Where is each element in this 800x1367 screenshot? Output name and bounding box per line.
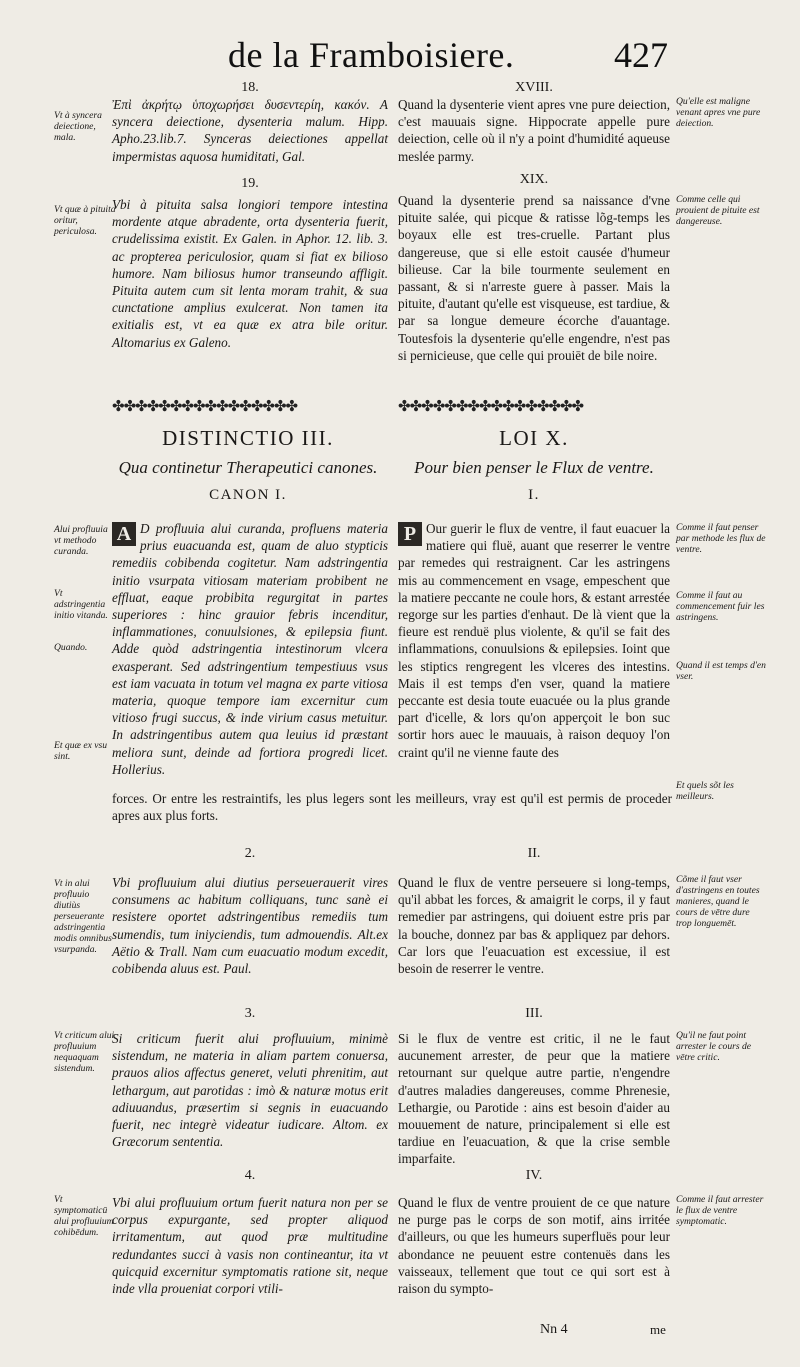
aphorism-3-number: 3. bbox=[244, 1006, 256, 1021]
loi-subheading: Pour bien penser le Flux de ventre. bbox=[414, 458, 654, 477]
signature-mark: Nn 4 bbox=[540, 1322, 568, 1337]
margin-note-loi2: Cõme il faut vser d'astringens en toutes manieres, quand le cours de vētre dure trop longuemēt. bbox=[676, 874, 760, 929]
loi-19-text: Quand la dysenterie prend sa naissance d'vne pituite salée, qui picque & ratisse lõg-temps les boyaux elle est tres-cruelle. Partant plus dangereuse, que si elle estoit causée d'humeur bilieuse. Car la bile tourmente seulement en passant, & si n'arreste guere à passer. Mais la pituite, d'autant qu'elle est visqueuse, est tardiue, & par sa longue demeure écorche d'auantage. Toutesfois la dysenterie qu'elle engendre, n'est pas si pernicieuse, que celle qui prouiēt de bile noire. bbox=[398, 193, 670, 363]
dropcap-a: A bbox=[112, 522, 136, 546]
dropcap-p: P bbox=[398, 522, 422, 546]
loi-1-text bbox=[398, 520, 670, 761]
aphorism-19-text: Vbi à pituita salsa longiori tempore intestina mordente atque abradente, orta dysenteria fuerit, crudelissima existit. Ex Galen. in Aphor. 12. lib. 3. ac propterea periculosior, quam si fiat ex bilioso humore. Nam biliosus humor transeundo affligit. Pituita autem cum sit lenta moram trahit, & sua cunctatione amplius exulcerat. Non tamen ita exitialis est, vt ea quæ ex atra bile oritur. Altomarius ex Galeno. bbox=[112, 197, 388, 350]
margin-note-loi1-d: Et quels sõt les meilleurs. bbox=[676, 780, 734, 802]
margin-note-loi19: Comme celle qui prouient de pituite est dangereuse. bbox=[676, 194, 760, 227]
margin-note-canon1-b: Vt adstringentia initio vitanda. bbox=[54, 588, 108, 621]
page-header bbox=[0, 34, 800, 74]
aphorism-18-number: 18. bbox=[241, 80, 259, 95]
loi-2-number: II. bbox=[527, 846, 541, 861]
canon-1-body: D profluuia alui curanda, profluens materia prius euacuanda est, quam de aluo stypticis remediis cobibenda cogitetur. Nam adstringentia initio vsurpata vitiosam materiam probibent ne effluat, eaque probibita regurgitat in partes superiores : hinc grauior febris incenditur, inflammationes, conuulsiones, & epilepsia fiunt. Adde quòd adstringentia intestinorum vlcera exasperant. Sed adstringentium tempestiuus vsus est iam vacuata in totum vel magna ex parte vitiosa materia, quoque tempore iam excernitur cum vitioso frugi succus, & inde virium casus metuitur. In adstringentibus autem qua leuius id præstant meliora sunt, deinde ad fortiora progredi licet. Hollerius. bbox=[112, 521, 388, 777]
loi-heading: LOI X. bbox=[499, 426, 569, 450]
margin-note-loi18: Qu'elle est maligne venant apres vne pure deiection. bbox=[676, 96, 761, 129]
running-title: de la Framboisiere. bbox=[228, 35, 515, 75]
aphorism-4-text: Vbi alui profluuium ortum fuerit natura non per se corpus expurgante, sed propter aliquod irritamentum, aut quod præ multitudine redundantes succi à vasis non contineantur, ita vt quicquid excernitur symptomatis ratione sit, neque inde vlla proueniat corpori vtili- bbox=[112, 1195, 388, 1297]
distinctio-subheading: Qua continetur Therapeutici canones. bbox=[118, 458, 378, 477]
margin-note-loi1-c: Quand il est temps d'en vser. bbox=[676, 660, 766, 682]
loi-3-number: III. bbox=[525, 1006, 543, 1021]
aphorism-18-text: Ἐπὶ ἀκρήτῳ ὑποχωρήσει δυσεντερίη, κακόν. A syncera deiectione, dysenteria malum. Hipp. Apho.23.lib.7. Synceras deiectiones appellat impermistas aquosa humiditati, Gal. bbox=[112, 97, 388, 164]
page-number: 427 bbox=[614, 35, 668, 75]
loi-2-text: Quand le flux de ventre perseuere si long-temps, qu'il abbat les forces, & amaigrit le corps, il y faut remedier par astringens, qui doiuent estre pris par la bouche, donnez par bas & appliquez par dehors. Car lors que l'euacuation est excessiue, il est besoin de reserrer le ventre. bbox=[398, 875, 670, 977]
margin-note-loi4: Comme il faut arrester le flux de ventre symptomatic. bbox=[676, 1194, 764, 1227]
aphorism-3-text: Si criticum fuerit alui profluuium, minimè sistendum, ne materia in aliam partem conuersa, prauos alios affectus generet, veluti phrenitim, aut lethargum, aut parotidas : imò & naturæ motus erit adiuuandus, præsertim si segnis in euacuando fuerit, nec integrè videatur iudicare. Altom. ex Græcorum sententia. bbox=[112, 1031, 388, 1150]
margin-note-canon1-d: Et quæ ex vsu sint. bbox=[54, 740, 108, 762]
canon-1-text bbox=[112, 520, 388, 778]
loi-3-text: Si le flux de ventre est critic, il ne le faut aucunement arrester, de peur que la matiere retournant sur quelque autre partie, n'engendre d'autres maladies dangereuses, comme Phrenesie, Lethargie, ou Parotide : ains est besoin d'aider au mouuement de nature, principalement si elle est tardiue en l'euacuation, & que la crise semble imparfaite. bbox=[398, 1031, 670, 1167]
distinctio-heading: DISTINCTIO III. bbox=[162, 426, 334, 450]
loi-1-body: Our guerir le flux de ventre, il faut euacuer la matiere qui fluë, auant que reserrer le ventre par remedes qui restraignent. Car les astringens mis au commencement en vsage, empeschent que la matiere peccante ne coule hors, & estant arrestée regorge sur les parties d'enhaut. De là vient que la fieure est renduë plus violente, & qu'il se fait des inflammations, conuulsions & epilepsies. Ioint que les stiptics rengregent les vlceres des intestins. Mais il est temps d'en vser, quand la matiere peccante est desia toute euacuée ou la plus grande part d'icelle, & lors qu'on apperçoit le bon suc sortir hors auec le mauuais, à raison dequoy l'on craint qu'il ne vienne faute des bbox=[398, 521, 670, 760]
margin-note-loi1-a: Comme il faut penser par methode les flux de ventre. bbox=[676, 522, 766, 555]
loi-4-text: Quand le flux de ventre prouient de ce que nature ne purge pas le corps de son motif, ains irritée d'ailleurs, ou que les humeurs superfluës pour leur abondance ne peuuent estre contenuës dans les vaisseaux, tellement que tout ce qui sort est à raison du sympto- bbox=[398, 1195, 670, 1297]
loi-18-text: Quand la dysenterie vient apres vne pure deiection, c'est mauuais signe. Hippocrate appelle pure deiection, celle où il n'y a point d'humidité aqueuse meslée parmy. bbox=[398, 97, 670, 164]
loi-18-number: XVIII. bbox=[515, 80, 553, 95]
margin-note-aph3: Vt criticum alui profluuium nequaquam sistendum. bbox=[54, 1030, 115, 1074]
loi-4-number: IV. bbox=[525, 1168, 543, 1183]
aphorism-4-number: 4. bbox=[244, 1168, 256, 1183]
margin-note-aph19: Vt quæ à pituita oritur, periculosa. bbox=[54, 204, 116, 237]
margin-note-aph2: Vt in alui profluuio diutiùs perseuerante adstringentia modis omnibus vsurpanda. bbox=[54, 878, 112, 955]
aphorism-19-number: 19. bbox=[241, 176, 259, 191]
ornament-band-left: ✤✤✤✤✤✤✤✤✤✤✤✤✤✤✤✤ bbox=[112, 397, 298, 415]
margin-note-aph18: Vt à syncera deiectione, mala. bbox=[54, 110, 102, 143]
spanning-text: forces. Or entre les restraintifs, les plus legers sont les meilleurs, vray est qu'il est permis de proceder apres aux plus forts. bbox=[112, 791, 672, 824]
catchword: me bbox=[650, 1322, 666, 1337]
margin-note-loi3: Qu'il ne faut point arrester le cours de vētre critic. bbox=[676, 1030, 752, 1063]
margin-note-canon1-c: Quando. bbox=[54, 642, 88, 653]
loi-19-number: XIX. bbox=[519, 172, 549, 187]
ornament-band-right: ✤✤✤✤✤✤✤✤✤✤✤✤✤✤✤✤ bbox=[398, 397, 584, 415]
margin-note-aph4: Vt symptomaticū alui profluuium cohibēdum. bbox=[54, 1194, 114, 1238]
aphorism-2-number: 2. bbox=[244, 846, 256, 861]
aphorism-2-text: Vbi profluuium alui diutius perseuerauerit vires consumens ac habitum colliquans, tunc sanè ei resistere oportet adstringentibus remediis tum sumendis, tum iniyciendis, tum admouendis. Alt.ex Aëtio & Trall. Nam cum euacuatio modum excedit, cobibenda aluus est. Paul. bbox=[112, 875, 388, 977]
margin-note-canon1-a: Alui profluuia vt methodo curanda. bbox=[54, 524, 108, 557]
canon-heading: CANON I. bbox=[209, 487, 287, 503]
loi-1-number: I. bbox=[528, 487, 540, 503]
margin-note-loi1-b: Comme il faut au commencement fuir les astringens. bbox=[676, 590, 765, 623]
